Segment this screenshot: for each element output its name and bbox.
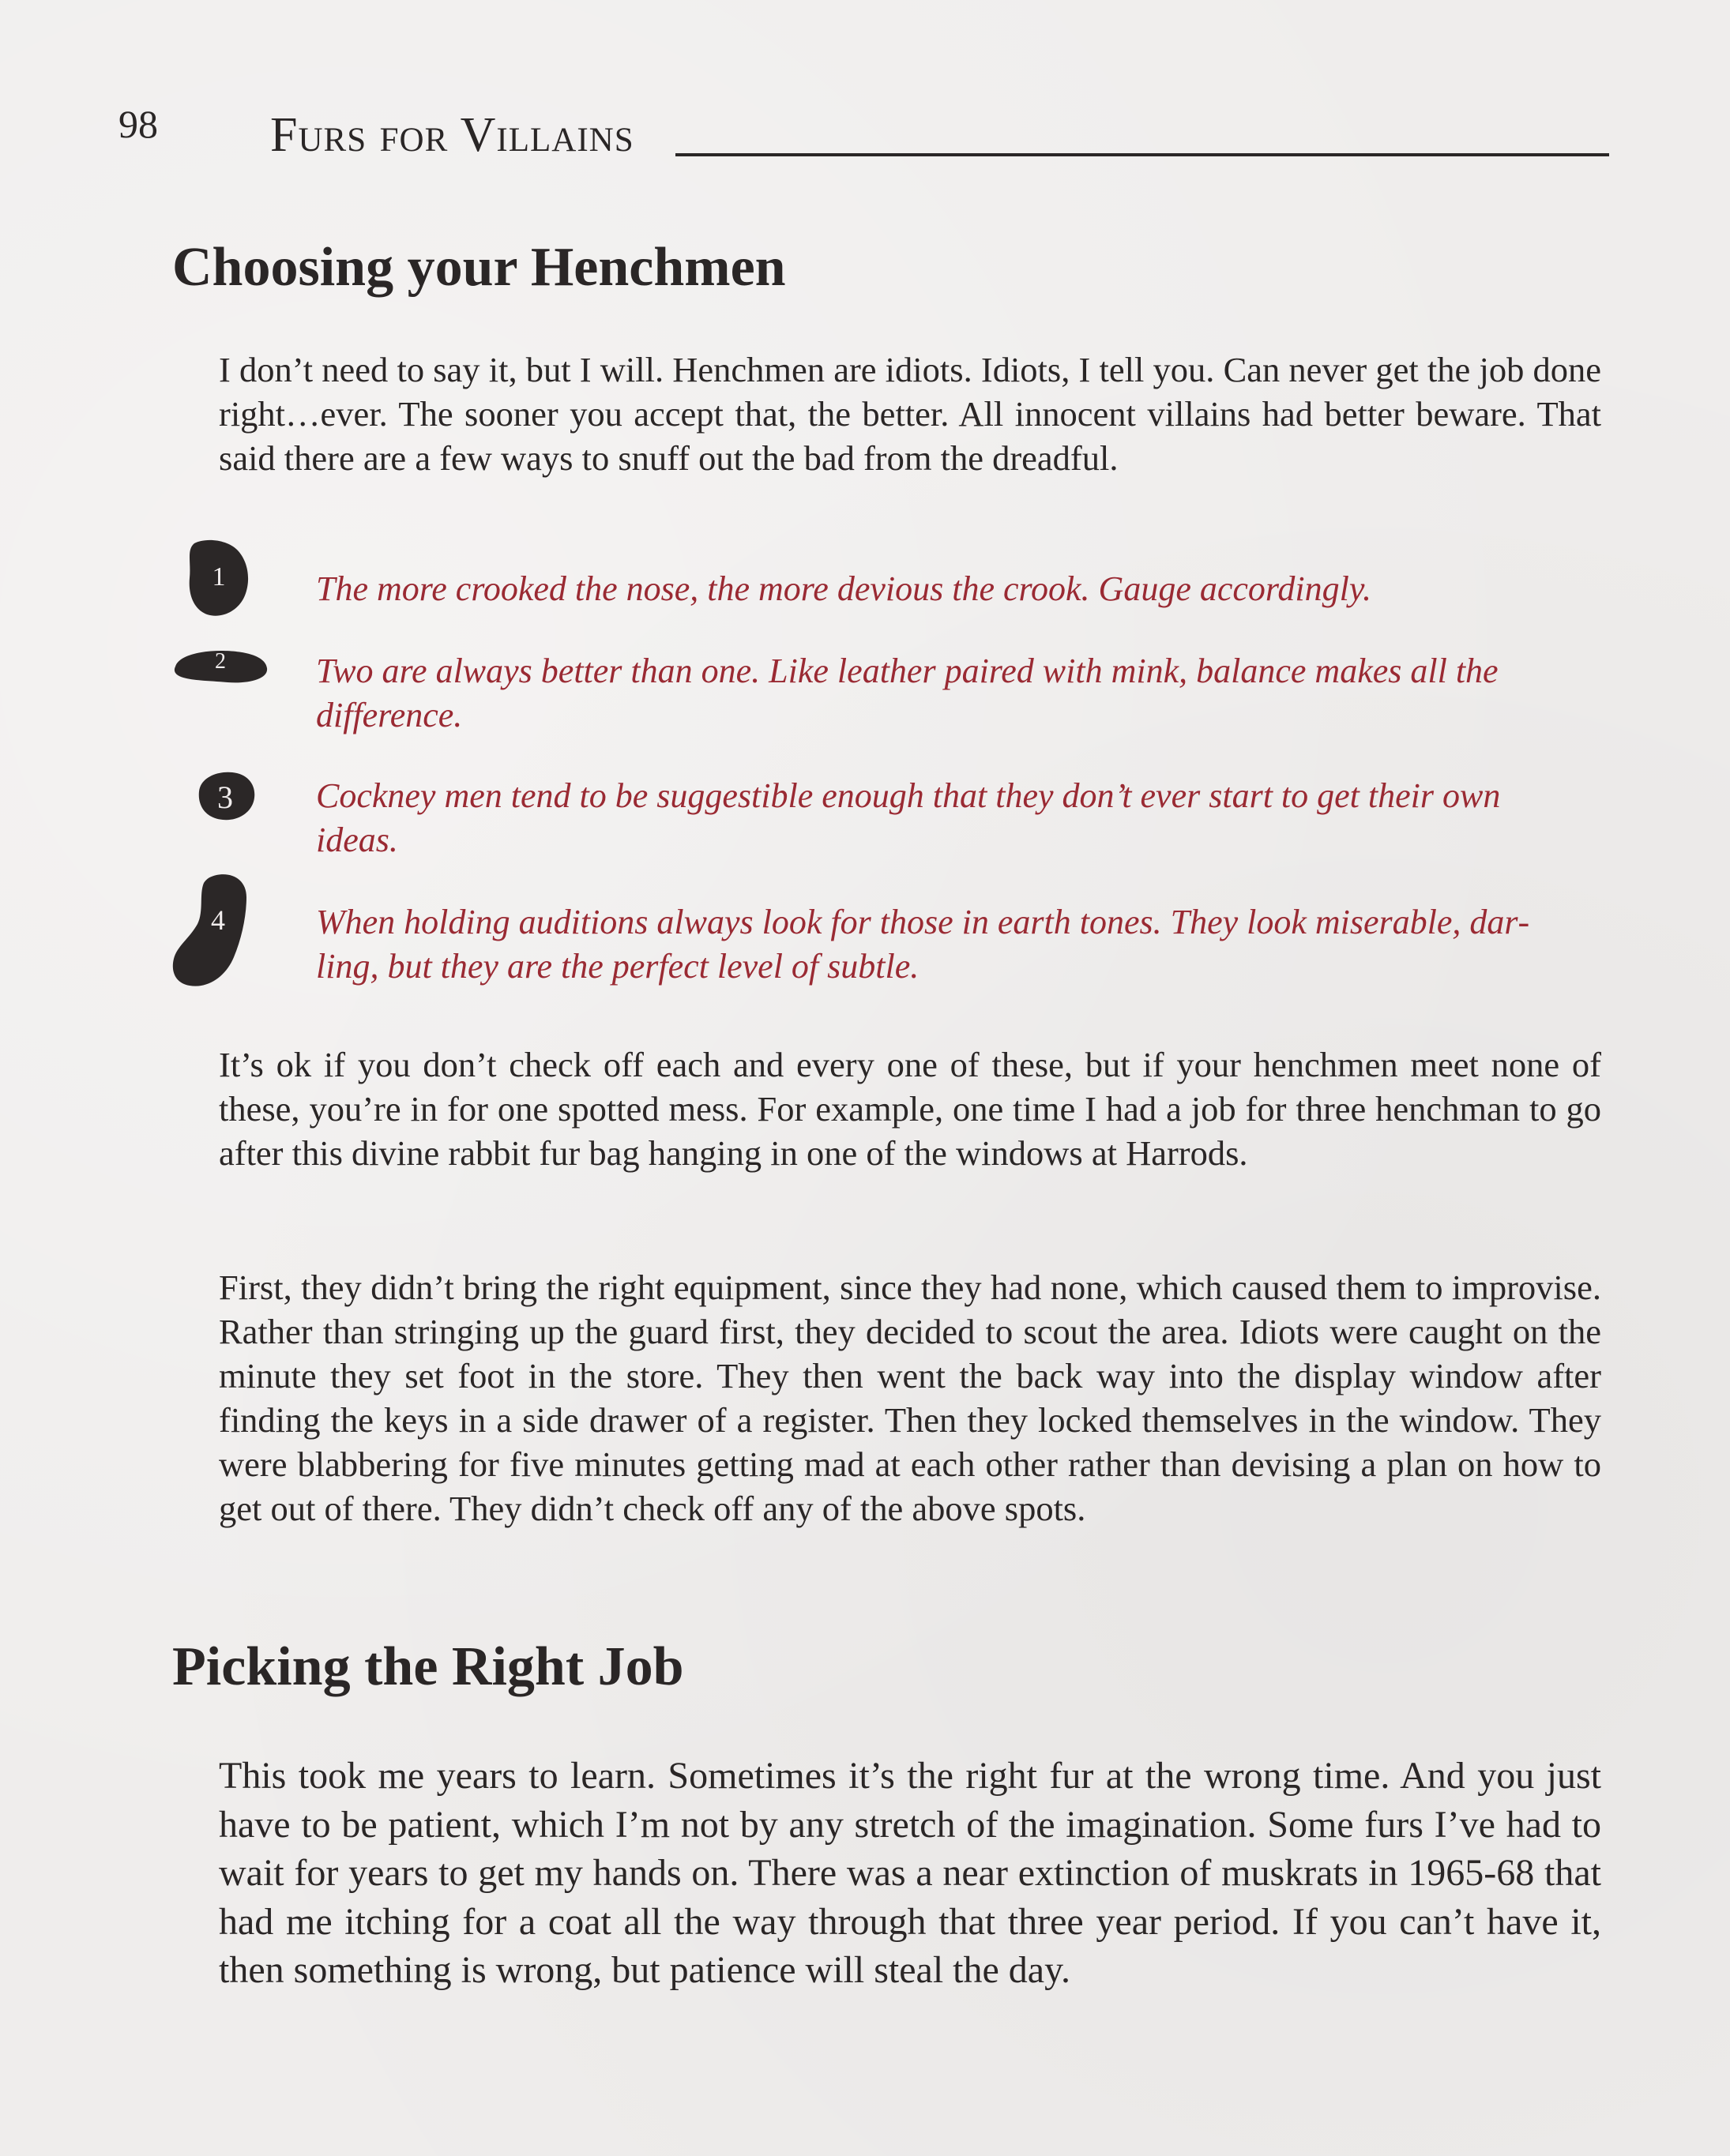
spot-number: 3 (217, 779, 233, 815)
spot-number: 2 (215, 649, 226, 674)
spot-number: 4 (211, 904, 225, 936)
header-rule (675, 153, 1609, 156)
ink-spot-icon-3 (194, 771, 256, 821)
ink-spot-icon-4 (171, 872, 250, 989)
after-list-paragraph: It’s ok if you don’t check off each and every one of these, but if your henchmen meet none of these, you’re in for one spotted mess. For example, one time I had a job for three henchman to go after this divine rabbit fur bag hanging in one of the windows at Harrods. (219, 1045, 1601, 1173)
tip-text: The more crooked the nose, the more devious the crook. Gauge accordingly. (316, 569, 1371, 608)
page-number: 98 (118, 102, 158, 146)
spot-number: 1 (212, 562, 226, 592)
ink-spot-icon-2 (172, 649, 269, 684)
running-head-title: Furs for Villains (270, 108, 634, 162)
section-heading-henchmen: Choosing your Henchmen (172, 237, 786, 298)
ink-spot-icon-1 (186, 539, 251, 619)
intro-paragraph: I don’t need to say it, but I will. Henchmen are idiots. Idiots, I tell you. Can never get the job done right…ever. The sooner you accept that, the better. All innocent villains had better beware. That said there are a few ways to snuff out the bad from the dreadful. (219, 350, 1601, 478)
job-paragraph: This took me years to learn. Sometimes it’s the right fur at the wrong time. And you just have to be patient, which I’m not by any stretch of the imagination. Some furs I’ve had to wait for years to get my hands on. There was a near extinction of muskrats in 1965-68 that had me itching for a coat all the way through that three year period. If you can’t have it, then something is wrong, but patience will steal the day. (219, 1755, 1601, 1991)
tip-text: When holding auditions always look for those in earth tones. They look miserable, darling, but they are the perfect level of subtle. (316, 903, 1530, 986)
section-heading-job: Picking the Right Job (172, 1636, 684, 1697)
tip-text: Two are always better than one. Like leather paired with mink, balance makes all the difference. (316, 652, 1499, 734)
story-paragraph: First, they didn’t bring the right equipment, since they had none, which caused them to improvise. Rather than stringing up the guard first, they decided to scout the area. Idiots were caught on the minute they set foot in the store. They then went the back way into the display window after finding the keys in a side drawer of a register. Then they locked themselves in the window. They were blabbering for five minutes getting mad at each other rather than devising a plan on how to get out of there. They didn’t check off any of the above spots. (219, 1268, 1601, 1528)
tip-text: Cockney men tend to be suggestible enough that they don’t ever start to get their own ideas. (316, 776, 1501, 859)
